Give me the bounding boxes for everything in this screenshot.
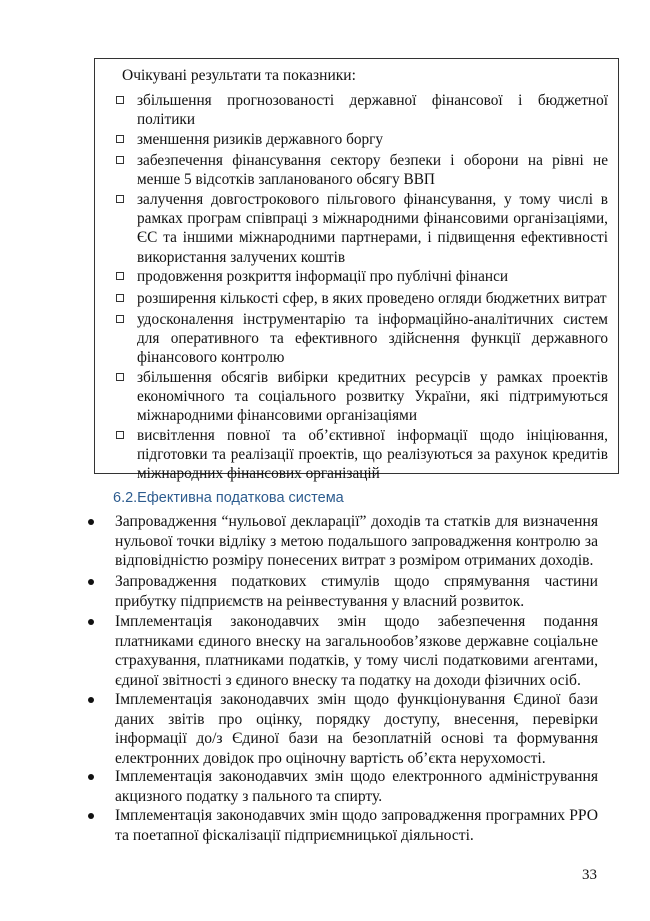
result-item-text: зменшення ризиків державного боргу bbox=[137, 131, 384, 148]
result-item-text: забезпечення фінансування сектору безпеки і оборони на рівні не менше 5 відсотків запланованого обсягу ВВП bbox=[137, 152, 608, 189]
list-item-text: Запровадження податкових стимулів щодо спрямування частини прибутку підприємств на реінвестування у власний розвиток. bbox=[115, 573, 598, 610]
bullet-dot-icon bbox=[88, 697, 94, 703]
result-item-text: продовження розкриття інформації про публічні фінанси bbox=[137, 268, 509, 285]
section-heading: 6.2.Ефективна податкова система bbox=[113, 490, 344, 506]
checkbox-square-icon bbox=[116, 135, 124, 143]
result-item-text: залучення довгострокового пільгового фінансування, у тому числі в рамках програм співпраці з міжнародними фінансовими організаціями, ЄС та іншими міжнародними партнерами, і підвищення ефективності використання залучених коштів bbox=[137, 191, 608, 266]
checkbox-square-icon bbox=[116, 373, 124, 381]
checkbox-square-icon bbox=[116, 195, 124, 203]
list-item-text: Імплементація законодавчих змін щодо забезпечення подання платниками єдиного внеску на загальнообов’язкове державне соціальне страхування, платниками податків, у тому числі податковими агентами, єдиної звітності з єдиного внеску та податку на доходи фізичних осіб. bbox=[115, 613, 598, 689]
page-number: 33 bbox=[582, 867, 597, 883]
expected-results-title: Очікувані результати та показники: bbox=[122, 67, 356, 84]
checkbox-square-icon bbox=[116, 431, 124, 439]
checkbox-square-icon bbox=[116, 315, 124, 323]
bullet-dot-icon bbox=[88, 813, 94, 819]
bullet-dot-icon bbox=[88, 579, 94, 585]
checkbox-square-icon bbox=[116, 96, 124, 104]
result-item-text: удосконалення інструментарію та інформаційно-аналітичних систем для оперативного та ефективного здійснення функції державного фінансового контролю bbox=[137, 311, 608, 367]
list-item-text: Імплементація законодавчих змін щодо запровадження програмних РРО та поетапної фіскалізації підприємницької діяльності. bbox=[115, 807, 598, 844]
bullet-dot-icon bbox=[88, 774, 94, 780]
result-item-text: збільшення обсягів вибірки кредитних ресурсів у рамках проектів економічного та соціального розвитку України, які підтримуються міжнародними фінансовими організаціями bbox=[137, 369, 608, 425]
bullet-dot-icon bbox=[88, 619, 94, 625]
result-item-text: розширення кількості сфер, в яких проведено огляди бюджетних витрат bbox=[137, 290, 607, 307]
list-item-text: Імплементація законодавчих змін щодо електронного адміністрування акцизного податку з пального та спирту. bbox=[115, 768, 598, 805]
result-item-text: збільшення прогнозованості державної фінансової і бюджетної політики bbox=[137, 92, 608, 129]
list-item-text: Запровадження “нульової декларації” доходів та статків для визначення нульової точки відліку з метою подальшого запровадження контролю за відповідністю розміру понесених витрат з розміром отриманих доходів. bbox=[115, 513, 598, 569]
bullet-dot-icon bbox=[88, 519, 94, 525]
checkbox-square-icon bbox=[116, 156, 124, 164]
checkbox-square-icon bbox=[116, 294, 124, 302]
checkbox-square-icon bbox=[116, 272, 124, 280]
list-item-text: Імплементація законодавчих змін щодо функціонування Єдиної бази даних звітів про оцінку, порядку доступу, внесення, перевірки інформації до/з Єдиної бази на безоплатній основі та формування електронних довідок про оціночну вартість об’єкта нерухомості. bbox=[115, 691, 598, 767]
result-item-text: висвітлення повної та об’єктивної інформації щодо ініціювання, підготовки та реалізації проектів, що реалізуються за рахунок кредитів міжнародних фінансових організацій bbox=[137, 427, 608, 483]
